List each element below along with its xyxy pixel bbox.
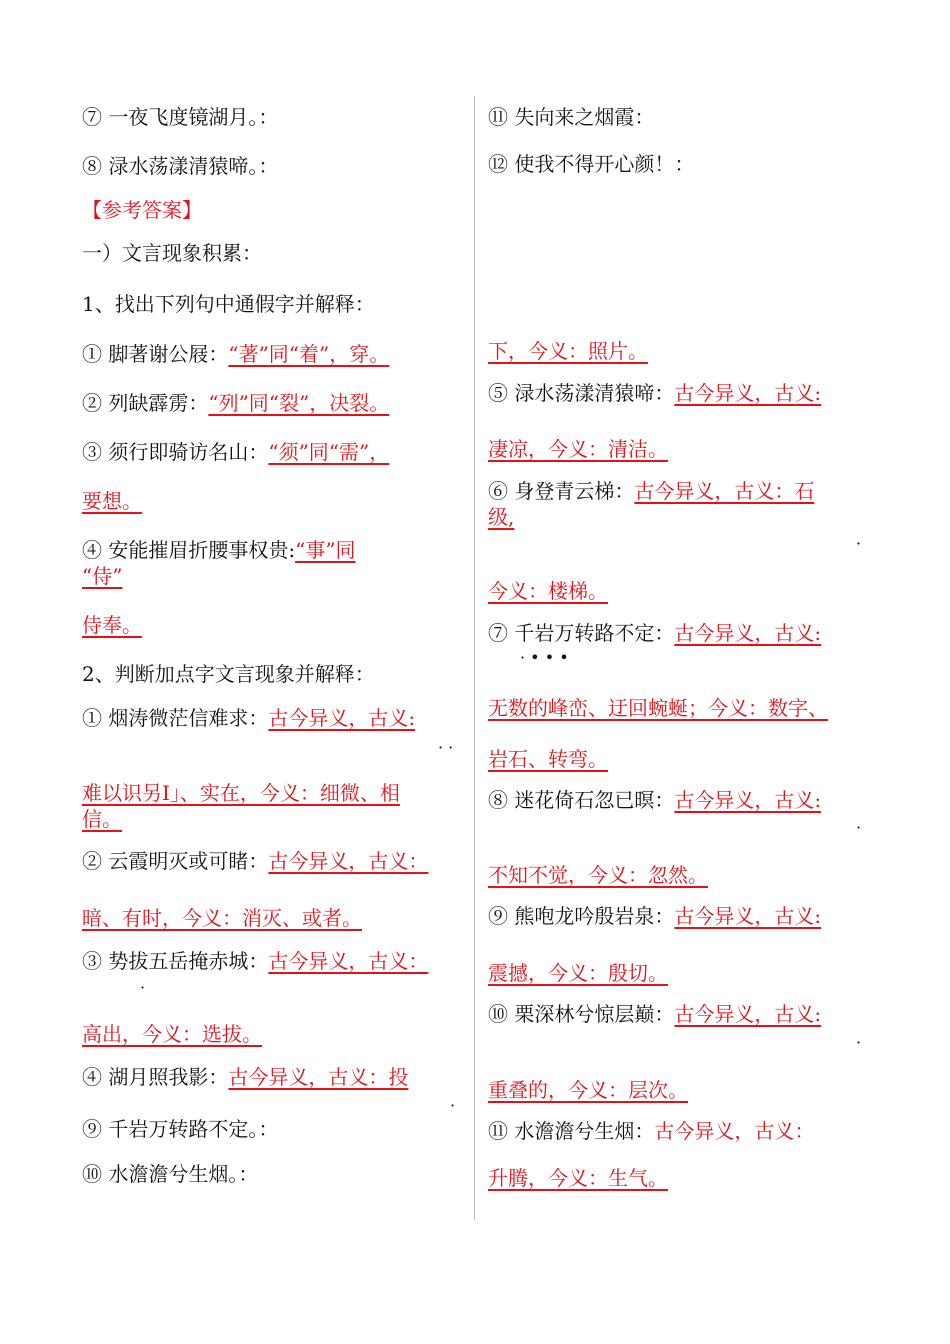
right-line bbox=[488, 1118, 814, 1144]
answer-text: 古今异义，古义： bbox=[268, 949, 429, 973]
right-line bbox=[488, 436, 668, 462]
right-line bbox=[488, 746, 608, 772]
highlight-text: 【参考答案】 bbox=[82, 198, 202, 222]
question-text: 1、找出下列句中通假字并解释： bbox=[82, 292, 375, 316]
answer-text: 古今异义，古义: bbox=[674, 381, 822, 405]
left-line bbox=[82, 390, 389, 416]
question-text: ③ 势拔五岳掩赤城： bbox=[82, 949, 269, 973]
question-text: 一）文言现象积累： bbox=[82, 241, 262, 265]
highlight-text: 古今异义，古义： bbox=[654, 1119, 815, 1143]
question-text: ① 烟涛微茫信难求： bbox=[82, 706, 269, 730]
question-text: ⑧ 迷花倚石忽已暝： bbox=[488, 788, 675, 812]
question-text: 2、判断加点字文言现象并解释： bbox=[82, 662, 375, 686]
question-text: ⑨ 熊咆龙吟殷岩泉： bbox=[488, 904, 675, 928]
answer-text: 古今异义，古义: bbox=[674, 788, 822, 812]
left-line bbox=[82, 848, 428, 874]
answer-text: “著”同“着”，穿。 bbox=[228, 342, 390, 366]
left-line bbox=[82, 780, 400, 806]
question-text: ⑤ 渌水荡漾清猿啼： bbox=[488, 381, 675, 405]
answer-text: “须”同“需”， bbox=[268, 440, 390, 464]
right-line bbox=[488, 1165, 668, 1191]
right-line bbox=[488, 903, 821, 929]
left-line bbox=[82, 705, 415, 731]
right-line bbox=[488, 578, 608, 604]
left-line bbox=[82, 1021, 262, 1047]
left-line bbox=[82, 806, 122, 832]
question-text: ⑦ 千岩万转路不定： bbox=[488, 621, 675, 645]
question-text: ⑪ 水澹澹兮生烟： bbox=[488, 1119, 655, 1143]
right-line bbox=[488, 478, 814, 504]
answer-text: 高出，今义：选拔。 bbox=[82, 1022, 262, 1046]
left-line bbox=[82, 439, 389, 465]
left-line bbox=[82, 661, 375, 687]
answer-text: “列”同“裂”，决裂。 bbox=[208, 391, 390, 415]
emphasis-dot: · bbox=[856, 818, 862, 837]
answer-text: 下，今义：照片。 bbox=[488, 339, 648, 363]
left-line bbox=[82, 341, 389, 367]
question-text: ⑪ 失向来之烟霞： bbox=[488, 105, 655, 129]
emphasis-dot: · bbox=[450, 1096, 456, 1115]
question-text: ⑦ 一夜飞度镜湖月。： bbox=[82, 105, 279, 129]
answer-text: 古今异义，古义: bbox=[674, 621, 822, 645]
left-line bbox=[82, 612, 142, 638]
right-line bbox=[488, 504, 514, 530]
left-line bbox=[82, 104, 278, 130]
right-line bbox=[488, 1077, 688, 1103]
right-line bbox=[488, 151, 694, 177]
question-text: ⑩ 水澹澹兮生烟。： bbox=[82, 1162, 259, 1186]
answer-text: “事”同 bbox=[295, 538, 356, 562]
column-divider bbox=[474, 96, 475, 1220]
left-line bbox=[82, 563, 122, 589]
emphasis-dot: · · bbox=[438, 738, 454, 757]
answer-text: 岩石、转弯。 bbox=[488, 747, 608, 771]
left-line bbox=[82, 291, 375, 317]
right-line bbox=[488, 380, 821, 406]
question-text: ① 脚著谢公屐： bbox=[82, 342, 229, 366]
answer-text: 级, bbox=[488, 505, 515, 529]
left-line bbox=[82, 905, 362, 931]
question-text: ④ 安能摧眉折腰事权贵: bbox=[82, 538, 296, 562]
answer-text: “侍” bbox=[82, 564, 123, 588]
answer-text: 古今异义，古义: bbox=[674, 1002, 822, 1026]
answer-text: 古今异义，古义：投 bbox=[228, 1065, 409, 1089]
right-line bbox=[488, 104, 654, 130]
right-line bbox=[488, 620, 821, 646]
emphasis-dot: · bbox=[140, 978, 146, 997]
answer-text: 暗、有时，今义：消灭、或者。 bbox=[82, 906, 362, 930]
left-line bbox=[82, 948, 428, 974]
right-line bbox=[488, 338, 648, 364]
question-text: ⑧ 渌水荡漾清猿啼。： bbox=[82, 154, 279, 178]
question-text: ⑩ 栗深林兮惊层巅： bbox=[488, 1002, 675, 1026]
answer-text: 古今异义，古义: bbox=[268, 706, 416, 730]
answer-text: 信。 bbox=[82, 807, 122, 831]
right-line bbox=[488, 695, 828, 721]
answer-text: 凄凉，今义：清洁。 bbox=[488, 437, 668, 461]
emphasis-dot: · • • • bbox=[520, 648, 569, 667]
answer-text: 古今异义，古义：石 bbox=[634, 479, 815, 503]
question-text: ② 列缺霹雳： bbox=[82, 391, 209, 415]
question-text: ⑥ 身登青云梯： bbox=[488, 479, 635, 503]
question-text: ⑫ 使我不得开心颜！： bbox=[488, 152, 695, 176]
answer-text: 震撼，今义：殷切。 bbox=[488, 961, 668, 985]
left-line bbox=[82, 153, 278, 179]
answer-text: 古今异义，古义: bbox=[674, 904, 822, 928]
right-line bbox=[488, 960, 668, 986]
question-text: ④ 湖月照我影： bbox=[82, 1065, 229, 1089]
right-line bbox=[488, 1001, 821, 1027]
left-line bbox=[82, 1064, 408, 1090]
answer-text: 侍奉。 bbox=[82, 613, 142, 637]
answer-text: 难以识另I」、实在，今义：细微、相 bbox=[82, 781, 400, 805]
answer-text: 无数的峰峦、迂回蜿蜒；今义：数字、 bbox=[488, 696, 828, 720]
left-line bbox=[82, 488, 142, 514]
answer-text: 古今异义，古义： bbox=[268, 849, 429, 873]
right-line bbox=[488, 862, 708, 888]
answer-text: 不知不觉，今义：忽然。 bbox=[488, 863, 708, 887]
answer-text: 今义：楼梯。 bbox=[488, 579, 608, 603]
left-line bbox=[82, 197, 202, 223]
left-line bbox=[82, 1161, 258, 1187]
left-line bbox=[82, 240, 262, 266]
left-line bbox=[82, 1116, 278, 1142]
question-text: ② 云霞明灭或可睹： bbox=[82, 849, 269, 873]
right-line bbox=[488, 787, 821, 813]
question-text: ③ 须行即骑访名山： bbox=[82, 440, 269, 464]
answer-text: 重叠的，今义：层次。 bbox=[488, 1078, 688, 1102]
emphasis-dot: · bbox=[856, 534, 862, 553]
emphasis-dot: · bbox=[856, 1033, 862, 1052]
question-text: ⑨ 千岩万转路不定。： bbox=[82, 1117, 279, 1141]
answer-text: 升腾，今义：生气。 bbox=[488, 1166, 668, 1190]
answer-text: 要想。 bbox=[82, 489, 142, 513]
left-line bbox=[82, 537, 356, 563]
